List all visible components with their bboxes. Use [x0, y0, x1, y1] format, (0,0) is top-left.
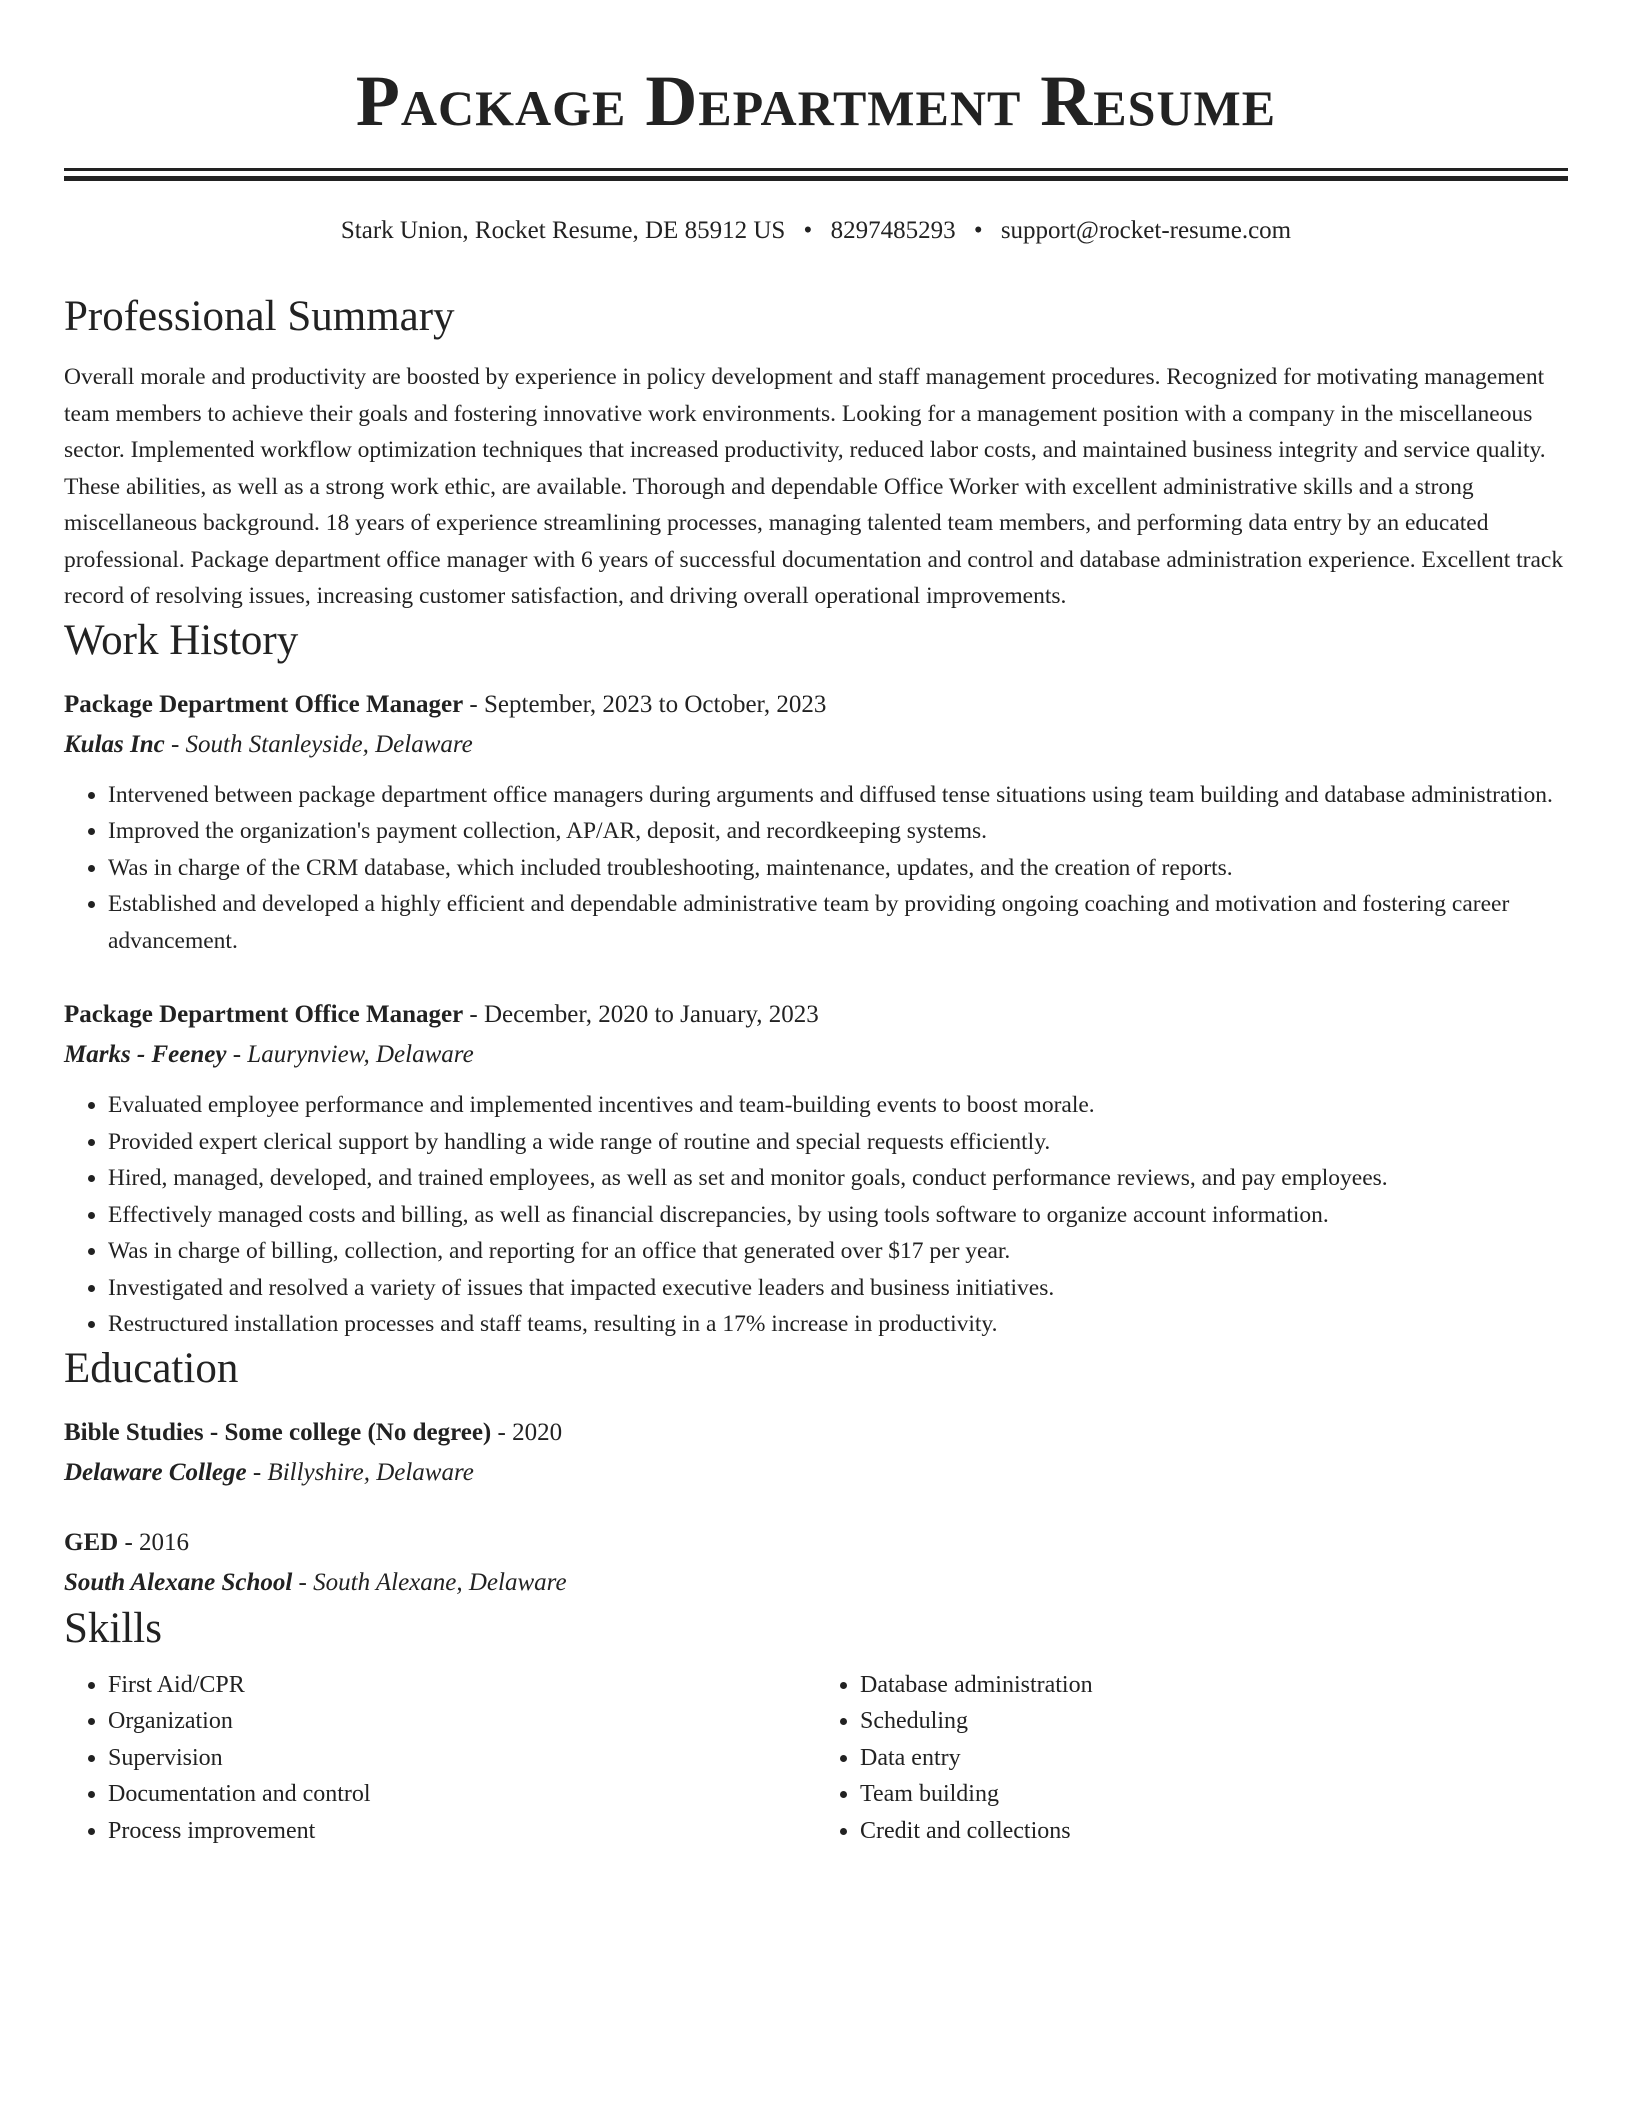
skill-item: • Organization [108, 1703, 816, 1740]
job-location: - Laurynview, Delaware [226, 1041, 474, 1068]
contact-separator: • [803, 217, 813, 244]
school-line [64, 1563, 1568, 1603]
skill-item: • First Aid/CPR [108, 1667, 816, 1704]
list-item: • Provided expert clerical support by handling a wide range of routine and special requests efficiently. [108, 1124, 1568, 1161]
school-location: - Billyshire, Delaware [246, 1458, 474, 1486]
list-item: • Was in charge of the CRM database, which included troubleshooting, maintenance, updates, and the creation of reports. [108, 850, 1568, 887]
job-company: Marks - Feeney [64, 1041, 227, 1068]
list-item: • Restructured installation processes and staff teams, resulting in a 17% increase in productivity. [108, 1306, 1568, 1343]
job-bullet-list [64, 777, 1568, 960]
list-item: • Established and developed a highly efficient and dependable administrative team by providing ongoing coaching and motivation and fostering career advancement. [108, 886, 1568, 959]
skill-item: • Database administration [860, 1667, 1568, 1704]
job-entry [64, 995, 1568, 1343]
education-entry [64, 1523, 1568, 1603]
degree-line [64, 1413, 1568, 1453]
list-item: • Effectively managed costs and billing, as well as financial discrepancies, by using tools software to organize account information. [108, 1197, 1568, 1234]
job-title-line [64, 995, 1568, 1035]
list-item: • Intervened between package department office managers during arguments and diffused tense situations using team building and database administration. [108, 777, 1568, 814]
summary-text: Overall morale and productivity are boosted by experience in policy development and staff management procedures. Recognized for motivating management team members to achieve their goals and fostering innovative work environments. Looking for a management position with a company in the miscellaneous sector. Implemented workflow optimization techniques that increased productivity, reduced labor costs, and maintained business integrity and service quality. These abilities, as well as a strong work ethic, are available. Thorough and dependable Office Worker with excellent administrative skills and a strong miscellaneous background. 18 years of experience streamlining processes, managing talented team members, and performing data entry by an educated professional. Package department office manager with 6 years of successful documentation and control and database administration experience. Excellent track record of resolving issues, increasing customer satisfaction, and driving overall operational improvements. [64, 364, 1564, 609]
job-dates: - September, 2023 to October, 2023 [463, 690, 827, 718]
education-entry [64, 1413, 1568, 1493]
contact-address: Stark Union, Rocket Resume, DE 85912 US [340, 217, 786, 244]
contact-email: support@rocket-resume.com [1000, 217, 1292, 244]
school-name: South Alexane School [64, 1568, 293, 1596]
job-dates: - December, 2020 to January, 2023 [463, 1001, 819, 1028]
skill-item: • Data entry [860, 1740, 1568, 1777]
list-item: • Improved the organization's payment collection, AP/AR, deposit, and recordkeeping systems. [108, 813, 1568, 850]
school-location: - South Alexane, Delaware [292, 1568, 567, 1596]
education-heading: Education [64, 1344, 239, 1392]
list-item: • Was in charge of billing, collection, and reporting for an office that generated over $17 per year. [108, 1233, 1568, 1270]
skill-item: • Credit and collections [860, 1813, 1568, 1850]
list-item: • Investigated and resolved a variety of issues that impacted executive leaders and business initiatives. [108, 1270, 1568, 1307]
title-divider-top [64, 168, 1568, 171]
job-title: Package Department Office Manager [64, 690, 464, 718]
skills-list-left [64, 1667, 816, 1850]
summary-heading: Professional Summary [64, 293, 455, 340]
skill-item: • Supervision [108, 1740, 816, 1777]
job-company-line [64, 725, 1568, 765]
job-location: - South Stanleyside, Delaware [164, 730, 473, 758]
skills-grid [64, 1667, 1568, 1850]
skill-item: • Documentation and control [108, 1776, 816, 1813]
list-item: • Hired, managed, developed, and trained employees, as well as set and monitor goals, conduct performance reviews, and pay employees. [108, 1160, 1568, 1197]
contact-line [64, 215, 1568, 247]
job-title: Package Department Office Manager [64, 1001, 464, 1028]
contact-separator: • [973, 217, 983, 244]
job-title-line [64, 685, 1568, 725]
skills-list-right [816, 1667, 1568, 1850]
resume-title: Package Department Resume [355, 61, 1277, 141]
degree-year: - 2020 [491, 1418, 563, 1446]
degree-line [64, 1523, 1568, 1563]
job-bullet-list [64, 1087, 1568, 1343]
degree-year: - 2016 [118, 1528, 190, 1556]
skill-item: • Team building [860, 1776, 1568, 1813]
degree-name: Bible Studies - Some college (No degree) [64, 1418, 492, 1446]
skill-item: • Process improvement [108, 1813, 816, 1850]
school-name: Delaware College [64, 1458, 247, 1486]
title-divider-bottom [64, 176, 1568, 181]
skills-heading: Skills [64, 1604, 162, 1652]
list-item: • Evaluated employee performance and implemented incentives and team-building events to boost morale. [108, 1087, 1568, 1124]
degree-name: GED [64, 1528, 119, 1556]
job-company-line [64, 1035, 1568, 1075]
job-entry [64, 685, 1568, 960]
job-company: Kulas Inc [64, 730, 165, 758]
contact-phone: 8297485293 [830, 217, 956, 244]
school-line [64, 1453, 1568, 1493]
work-history-heading: Work History [64, 616, 299, 664]
skill-item: • Scheduling [860, 1703, 1568, 1740]
